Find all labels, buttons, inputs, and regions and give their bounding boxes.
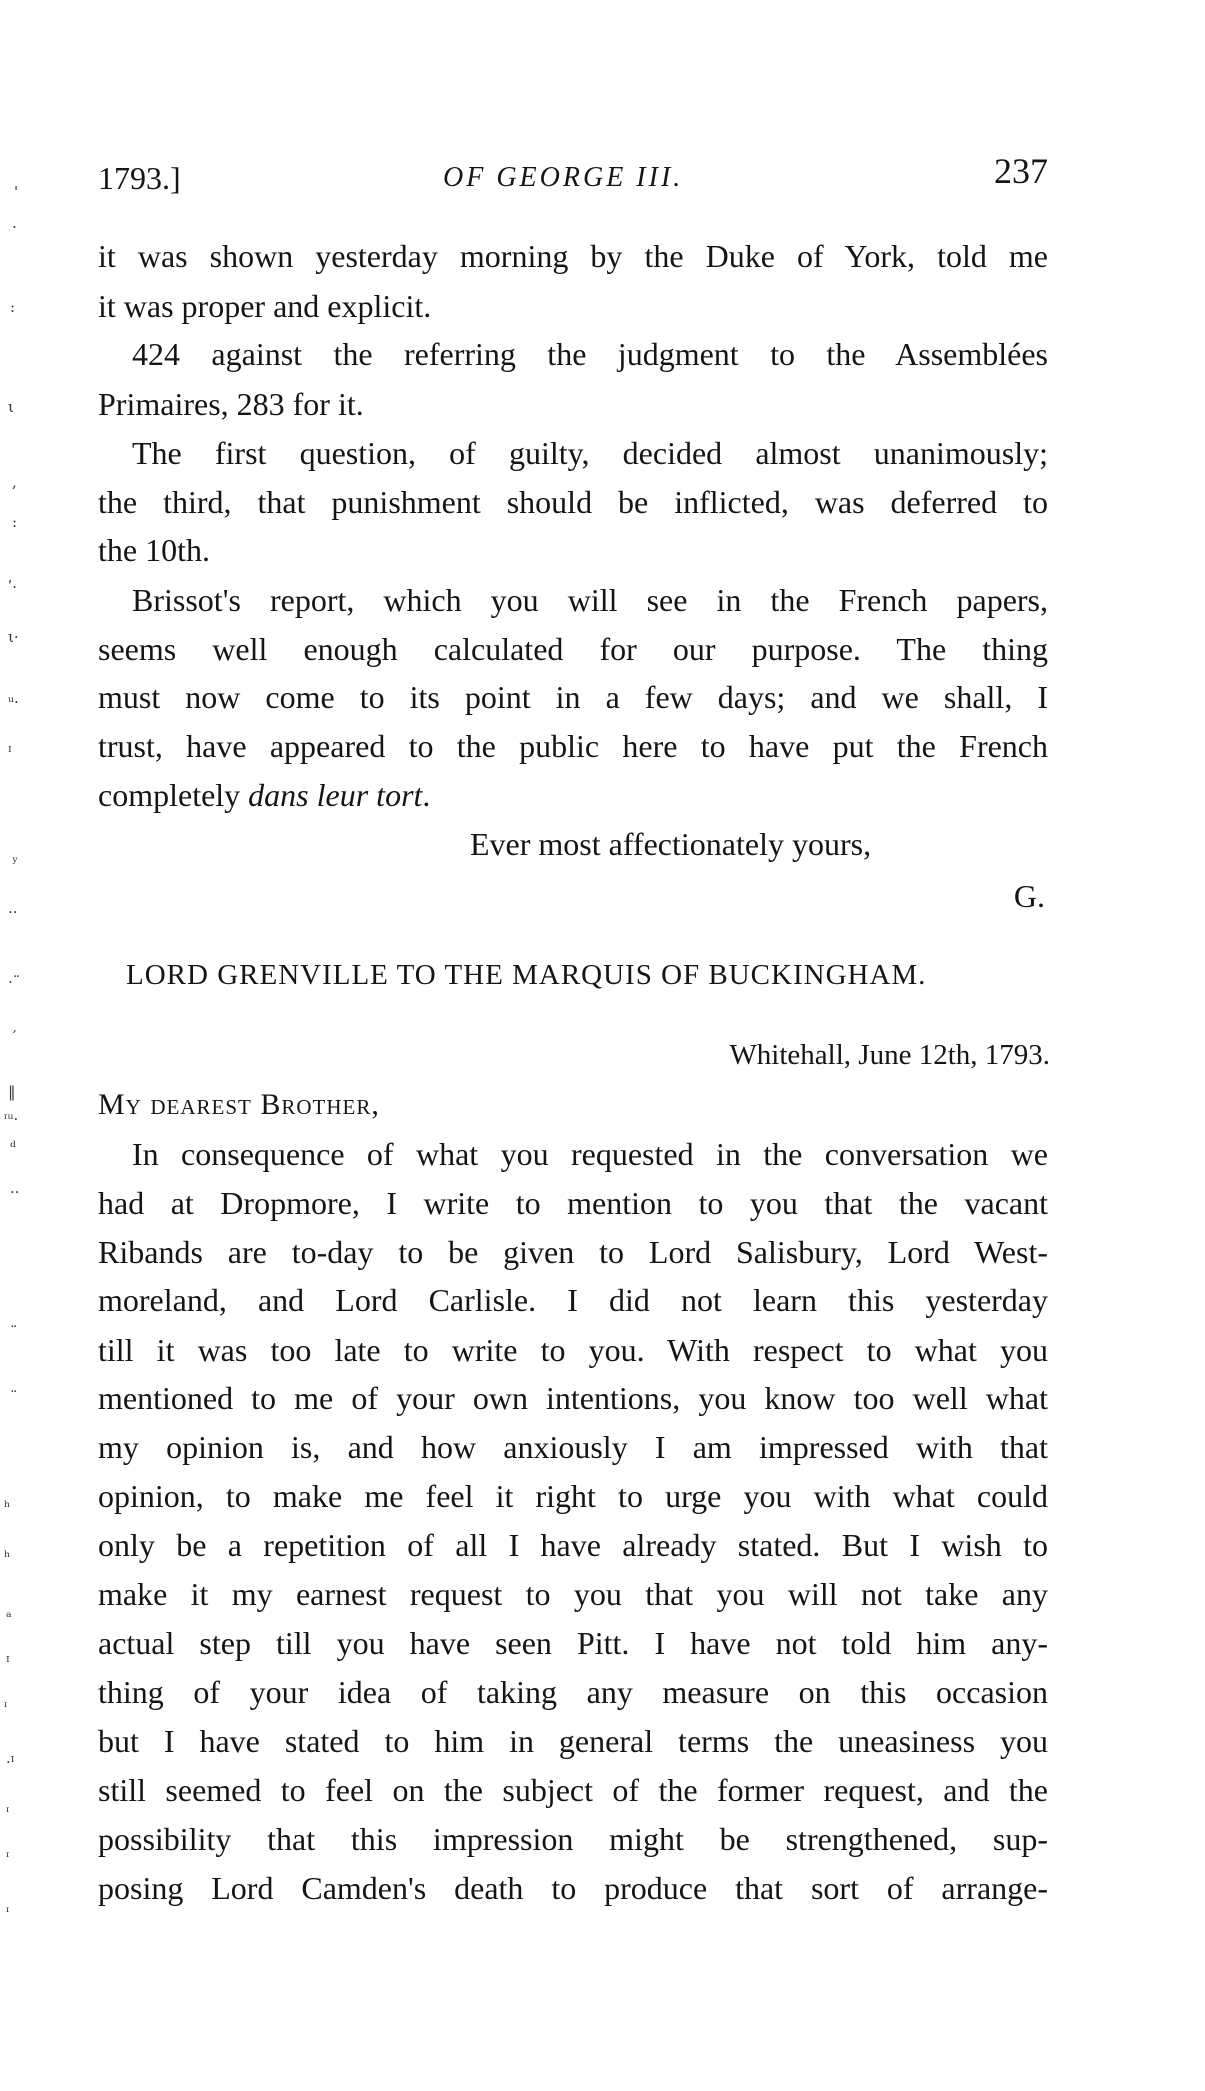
gutter-mark: ¨ — [10, 1388, 18, 1406]
letter-line: make it my earnest request to you that you will not take any — [98, 1576, 1048, 1612]
body-line: the 10th. — [98, 532, 210, 568]
page-number: 237 — [994, 151, 1048, 191]
body-line-last — [98, 775, 1048, 815]
body-line: 424 against the referring the judgment to the Assemblées — [132, 336, 1048, 372]
gutter-mark: ᵈ — [10, 1138, 16, 1156]
gutter-mark: ᴵ — [6, 1653, 10, 1671]
italic-phrase: dans leur tort — [248, 777, 423, 813]
gutter-mark: ᶦ — [4, 1698, 8, 1716]
letter-line: In consequence of what you requested in the conversation we — [132, 1136, 1048, 1172]
gutter-mark: ʸ — [12, 853, 19, 871]
gutter-mark: ᶦᵘ· — [4, 1110, 19, 1128]
gutter-mark: ·· — [10, 1183, 20, 1201]
gutter-mark: ι· — [8, 628, 19, 646]
gutter-mark: ᶦ — [6, 1803, 10, 1821]
body-line: it was shown yesterday morning by the Duke of York, told me — [98, 238, 1048, 274]
letter-line: possibility that this impression might be strengthened, sup- — [98, 1821, 1048, 1857]
closing-line: Ever most affectionately yours, — [470, 826, 872, 862]
gutter-mark: : — [12, 513, 18, 531]
gutter-mark: , — [12, 473, 17, 491]
last-line-prefix: completely — [98, 777, 249, 813]
header-year: 1793.] — [98, 160, 181, 196]
gutter-mark: ʰ — [4, 1498, 11, 1516]
body-line: Brissot's report, which you will see in the French papers, — [132, 582, 1048, 618]
body-line: seems well enough calculated for our purpose. The thing — [98, 631, 1048, 667]
letter-line: my opinion is, and how anxiously I am impressed with that — [98, 1429, 1048, 1465]
letter-line: mentioned to me of your own intentions, you know too well what — [98, 1380, 1048, 1416]
body-line: Primaires, 283 for it. — [98, 386, 364, 422]
gutter-mark: ·ᴵ — [6, 1753, 15, 1771]
letter-line: posing Lord Camden's death to produce that sort of arrange- — [98, 1870, 1048, 1906]
gutter-mark: ʰ — [4, 1548, 11, 1566]
gutter-mark: ·¨ — [8, 973, 21, 991]
gutter-mark: ' — [14, 183, 19, 201]
body-line: must now come to its point in a few days; and we shall, I — [98, 679, 1048, 715]
body-line: trust, have appeared to the public here to have put the French — [98, 728, 1048, 764]
gutter-mark: : — [10, 298, 16, 316]
letter-line: till it was too late to write to you. With respect to what you — [98, 1332, 1048, 1368]
letter-line: still seemed to feel on the subject of the former request, and the — [98, 1772, 1048, 1808]
letter-line: opinion, to make me feel it right to urge you with what could — [98, 1478, 1048, 1514]
letter-line: had at Dropmore, I write to mention to you that the vacant — [98, 1185, 1048, 1221]
gutter-mark: ᶦ — [6, 1903, 10, 1921]
gutter-mark: ¨ — [10, 1323, 18, 1341]
gutter-mark: ‖ — [8, 1083, 16, 1101]
gutter-mark: ι — [8, 398, 14, 416]
letter-line: thing of your idea of taking any measure on this occasion — [98, 1674, 1048, 1710]
gutter-mark: ʹ· — [8, 578, 17, 596]
body-line: it was proper and explicit. — [98, 288, 432, 324]
gutter-mark: ´ — [10, 1028, 18, 1046]
body-line: the third, that punishment should be inflicted, was deferred to — [98, 484, 1048, 520]
body-line: The first question, of guilty, decided almost unanimously; — [132, 435, 1048, 471]
gutter-mark: · — [12, 218, 17, 236]
letter-line: but I have stated to him in general terms the uneasiness you — [98, 1723, 1048, 1759]
letter-line: actual step till you have seen Pitt. I have not told him any- — [98, 1625, 1048, 1661]
letter-line: moreland, and Lord Carlisle. I did not learn this yesterday — [98, 1282, 1048, 1318]
letter-dateline: Whitehall, June 12th, 1793. — [729, 1039, 1050, 1071]
running-header — [98, 150, 1048, 210]
letter-salutation: My dearest Brother, — [98, 1088, 380, 1121]
gutter-mark: ᵘ· — [8, 693, 19, 711]
letter-heading: LORD GRENVILLE TO THE MARQUIS OF BUCKINGHAM. — [126, 959, 927, 991]
last-line-suffix: . — [422, 777, 431, 813]
header-title: OF GEORGE III. — [443, 162, 684, 193]
signature: G. — [1013, 878, 1045, 914]
gutter-mark: ᴵ — [8, 743, 12, 761]
letter-line: Ribands are to-day to be given to Lord Salisbury, Lord West- — [98, 1234, 1048, 1270]
letter-line: only be a repetition of all I have already stated. But I wish to — [98, 1527, 1048, 1563]
gutter-mark: ·· — [8, 903, 18, 921]
gutter-mark: ᵃ — [6, 1608, 12, 1626]
page-gutter — [0, 0, 60, 2091]
gutter-mark: ᶦ — [6, 1848, 10, 1866]
